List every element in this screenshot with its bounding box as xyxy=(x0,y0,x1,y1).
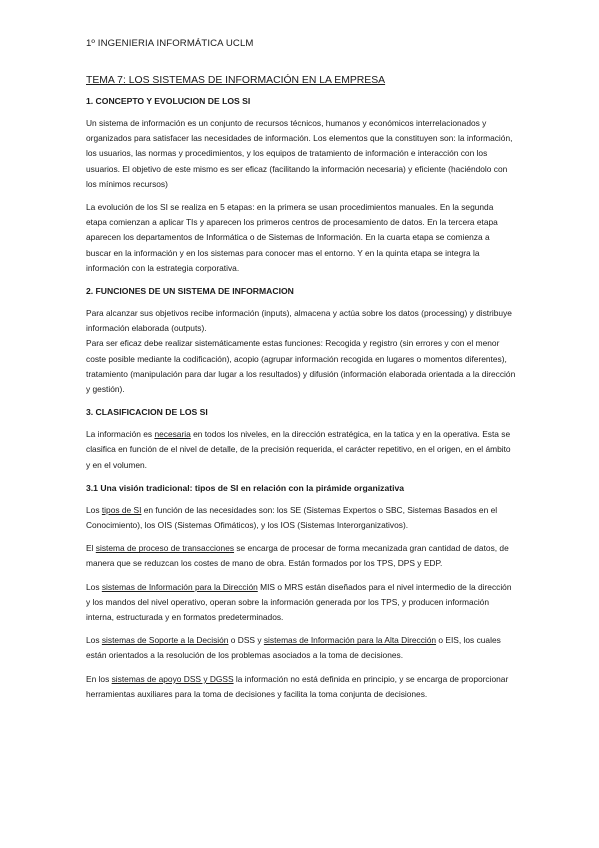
section-1-paragraph-2: La evolución de los SI se realiza en 5 etapas: en la primera se usan procedimientos manuales. En la segunda etapa comienzan a aplicar TIs y aparecen los primeros centros de procesamiento de datos. En la tercera etapa aparecen los departamentos de Informática o de Sistemas de Información. En la cuarta etapa se comienza a buscar en la información y en los sistemas para conocer mas el entorno. Y en la quinta etapa se integra la información con la estrategia corporativa. xyxy=(86,202,498,273)
underlined-term: sistemas de Información para la Alta Dirección xyxy=(263,635,437,646)
underlined-term: sistemas de Información para la Dirección xyxy=(101,581,258,592)
section-3-paragraph-6: En los sistemas de apoyo DSS y DGSS la información no está definida en principio, y se encarga de proporcionar herramientas auxiliares para la toma de decisiones y facilita la toma conjunta de decisiones. xyxy=(86,673,509,699)
section-1-paragraph-1: Un sistema de información es un conjunto de recursos técnicos, humanos y económicos interrelacionados y organizados para satisfacer las necesidades de información. Los elementos que la constituyen son: la información, los usuarios, las normas y procedimientos, y los equipos de tratamiento de información e interacción con los usuarios. El objetivo de este mismo es ser eficaz (facilitando la información necesaria) y eficiente (haciéndolo con los mínimos recursos) xyxy=(86,118,513,189)
section-3-paragraph-1: La información es necesaria en todos los niveles, en la dirección estratégica, en la tatica y en la operativa. Esta se clasifica en función de el nivel de detalle, de la precisión requerida, el carácter repetitivo, en el origen, en el ámbito y en el volumen. xyxy=(86,429,511,470)
section-2-paragraph-2: Para ser eficaz debe realizar sistemáticamente estas funciones: Recogida y registro (sin errores y con el menor coste posible mediante la codificación), acopio (agrupar información recogida en lugares o momentos diferentes), tratamiento (manipulación para dar lugar a los resultados) y difusión (información elaborada orientada a la dirección y gestión). xyxy=(86,338,516,395)
underlined-term: sistemas de apoyo DSS y DGSS xyxy=(111,673,234,684)
document-title: TEMA 7: LOS SISTEMAS DE INFORMACIÓN EN LA EMPRESA xyxy=(86,75,386,86)
section-1-heading: 1. CONCEPTO Y EVOLUCION DE LOS SI xyxy=(86,96,251,106)
section-3-paragraph-2: Los tipos de SI en función de las necesidades son: los SE (Sistemas Expertos o SBC, Sistemas Basados en el Conocimiento), los OIS (Sistemas Ofimáticos), y los IOS (Sistemas Interorganizativos). xyxy=(86,504,498,531)
document-body xyxy=(86,74,516,710)
subsection-3-1-heading: 3.1 Una visión tradicional: tipos de SI en relación con la pirámide organizativa xyxy=(86,482,405,493)
section-3-paragraph-3: El sistema de proceso de transacciones se encarga de procesar de forma mecanizada gran cantidad de datos, de manera que se reduzcan los costes de mano de obra. Están formados por los TPS, DPS y EDP. xyxy=(86,543,509,569)
section-3-heading: 3. CLASIFICACION DE LOS SI xyxy=(86,407,208,418)
underlined-term: sistema de proceso de transacciones xyxy=(95,543,235,554)
section-2-heading: 2. FUNCIONES DE UN SISTEMA DE INFORMACION xyxy=(86,286,294,297)
section-2-paragraph-1: Para alcanzar sus objetivos recibe información (inputs), almacena y actúa sobre los datos (processing) y distribuye información elaborada (outputs). xyxy=(86,308,512,334)
section-3-paragraph-4: Los sistemas de Información para la Dirección MIS o MRS están diseñados para el nivel intermedio de la dirección y los mandos del nivel operativo, operan sobre la información generada por los TPS, y producen información interna, estructurada y en formatos predeterminados. xyxy=(86,581,512,623)
underlined-term: necesaria xyxy=(154,429,191,440)
underlined-term: sistemas de Soporte a la Decisión xyxy=(101,635,229,646)
section-3-paragraph-5: Los sistemas de Soporte a la Decisión o DSS y sistemas de Información para la Alta Dirección o EIS, los cuales están orientados a la resolución de los problemas asociados a la toma de decisiones. xyxy=(86,635,501,661)
underlined-term: tipos de SI xyxy=(101,504,142,515)
page-header: 1º INGENIERIA INFORMÁTICA UCLM xyxy=(86,38,254,49)
